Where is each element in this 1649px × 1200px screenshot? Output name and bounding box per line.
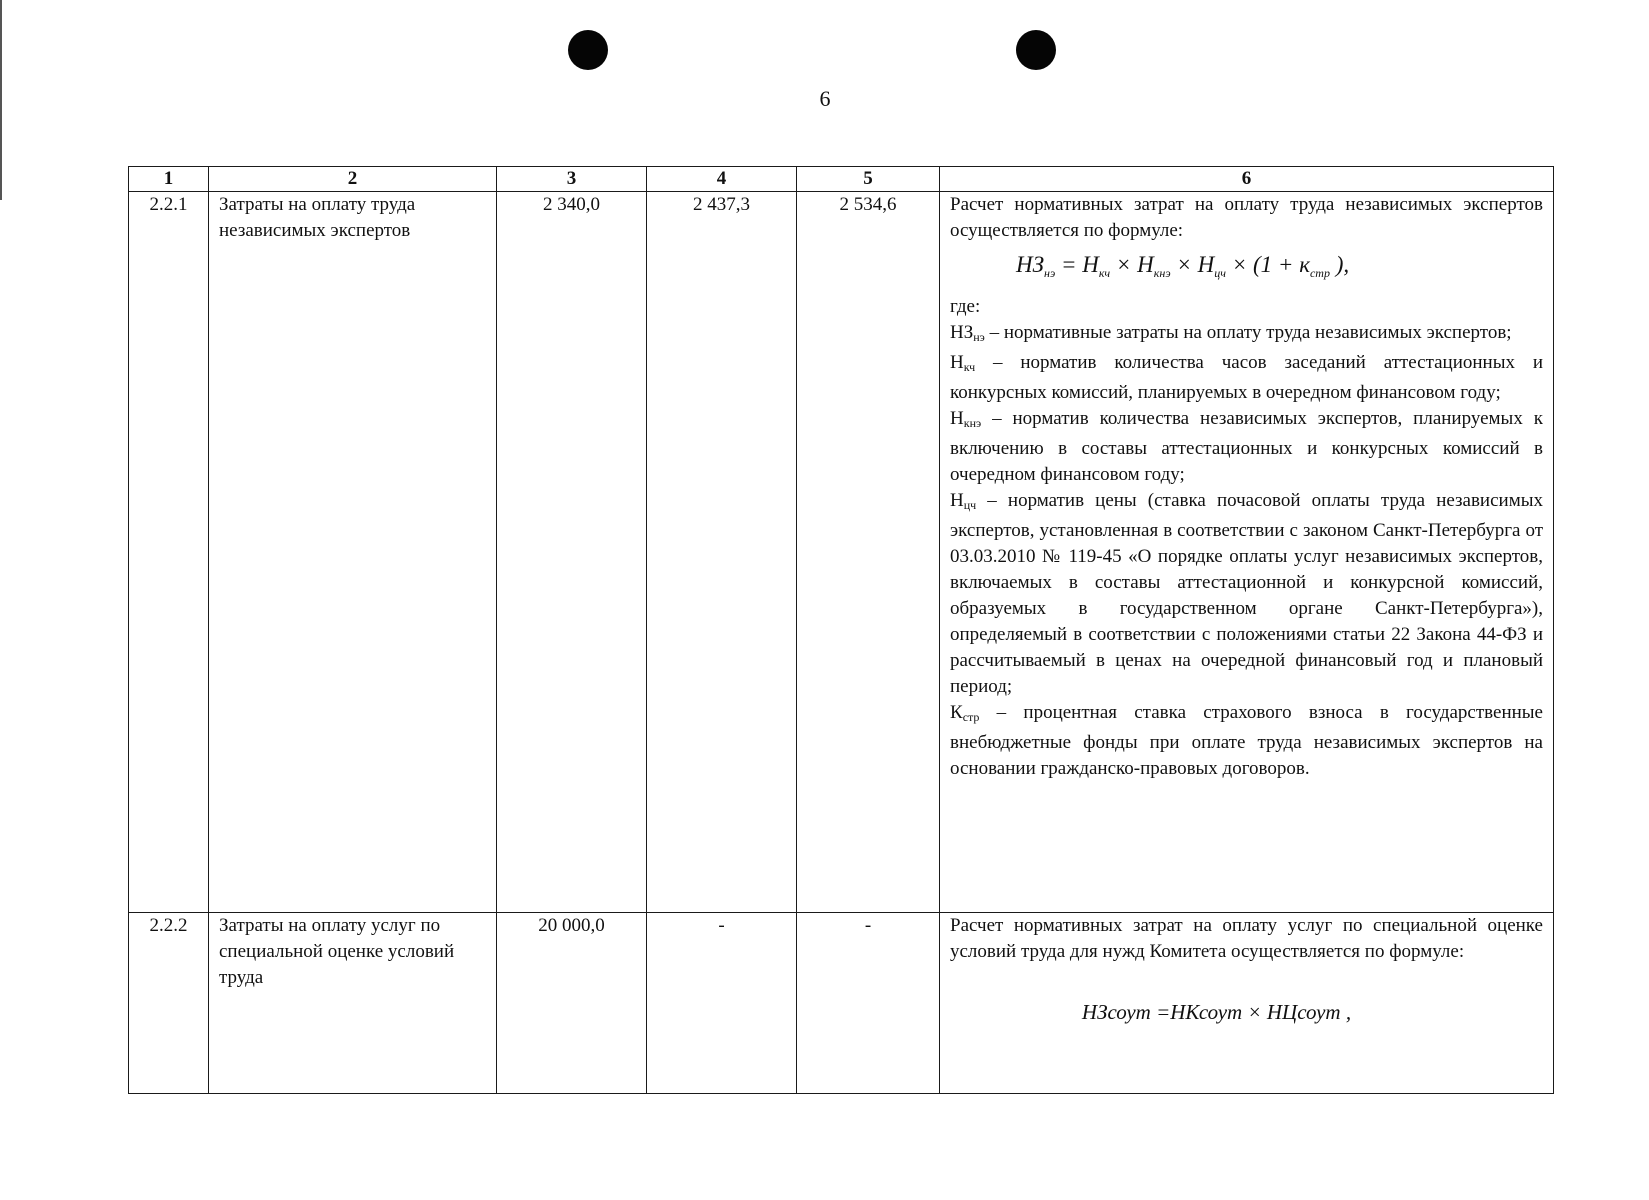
- row-name: Затраты на оплату услуг по специальной оценке условий труда: [209, 913, 497, 1094]
- description-intro: Расчет нормативных затрат на оплату услуг по специальной оценке условий труда для нужд Комитета осуществляется по формуле:: [950, 915, 1543, 962]
- row-description: [940, 913, 1554, 1094]
- term-definition: $Н_{кнэ}$ – норматив количества независимых экспертов, планируемых к включению в составы аттестационных и конкурсных комиссий в очередном финансовом году;: [950, 408, 1543, 485]
- col-header-3: 3: [497, 167, 647, 192]
- row-number: 2.2.1: [129, 192, 209, 913]
- term-definition: $Н_{кч}$ – норматив количества часов заседаний аттестационных и конкурсных комиссий, планируемых в очередном финансовом году;: [950, 352, 1543, 403]
- row-number: 2.2.2: [129, 913, 209, 1094]
- col-header-6: 6: [940, 167, 1554, 192]
- where-label: где:: [950, 296, 981, 317]
- header-row: [129, 167, 1554, 192]
- row-value-col4: 2 437,3: [647, 192, 797, 913]
- punch-hole-left: [568, 30, 608, 70]
- page-number: 6: [819, 86, 831, 111]
- term-definition: $НЗ_{нэ}$ – нормативные затраты на оплату труда независимых экспертов;: [950, 322, 1512, 344]
- col-header-4: 4: [647, 167, 797, 192]
- punch-hole-right: [1016, 30, 1056, 70]
- col-header-2: 2: [209, 167, 497, 192]
- formula: НЗсоут =НКсоут × НЦсоут ,: [1081, 1000, 1352, 1024]
- term-definition: $К_{стр}$ – процентная ставка страхового взноса в государственные внебюджетные фонды при оплате труда независимых экспертов на основании гражданско-правовых договоров.: [950, 702, 1543, 779]
- row-value-col3: 2 340,0: [497, 192, 647, 913]
- formula: $НЗ_{нэ} = Н_{кч} \times Н_{кнэ} \times Н_{цч} \times (1 + к_{стр}$ ),: [1016, 252, 1350, 280]
- scan-left-edge: [0, 0, 2, 200]
- row-description: [940, 192, 1554, 913]
- row-name: Затраты на оплату труда независимых экспертов: [209, 192, 497, 913]
- table-row: [129, 913, 1554, 1094]
- row-value-col5: 2 534,6: [797, 192, 940, 913]
- col-header-5: 5: [797, 167, 940, 192]
- col-header-1: 1: [129, 167, 209, 192]
- cost-table: [128, 166, 1554, 1094]
- description-intro: Расчет нормативных затрат на оплату труда независимых экспертов осуществляется по формуле:: [950, 194, 1543, 241]
- row-value-col3: 20 000,0: [497, 913, 647, 1094]
- row-value-col5: -: [797, 913, 940, 1094]
- term-definition: $Н_{цч}$ – норматив цены (ставка почасовой оплаты труда независимых экспертов, установленная в соответствии с законом Санкт-Петербурга от 03.03.2010 № 119-45 «О порядке оплаты услуг независимых экспертов, включаемых в составы аттестационной и конкурсной комиссий, образуемых в государственном органе Санкт-Петербурга»), определяемый в соответствии с положениями статьи 22 Закона 44-ФЗ и рассчитываемый в ценах на очередной финансовый год и плановый период;: [950, 490, 1543, 697]
- row-value-col4: -: [647, 913, 797, 1094]
- table-row: [129, 192, 1554, 913]
